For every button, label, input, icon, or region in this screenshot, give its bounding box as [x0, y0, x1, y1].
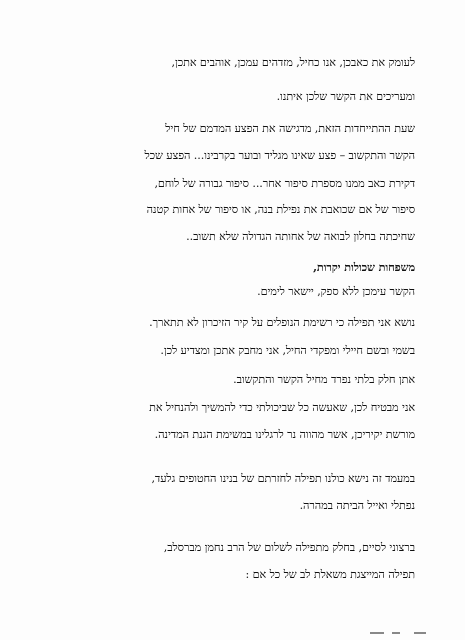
section-heading: משפחות שכולות יקרות, [313, 260, 415, 274]
text-line: בשמי ובשם חיילי ומפקדי החיל, אני מחבק אתכן ומצדיע לכן. [160, 344, 415, 357]
scan-artifact [414, 632, 426, 634]
text-line: אתן חלק בלתי נפרד מחיל הקשר והתקשוב. [233, 373, 415, 386]
text-line: תפילה המייצגת משאלת לב של כל אם : [245, 568, 415, 581]
text-line: במעמד זה נישא כולנו תפילה לחזרתם של בנינו החטופים גלעד, [151, 472, 415, 485]
text-line: שעת ההתייחדות הזאת, מדגישה את הפצע המדמם של חיל [165, 122, 415, 135]
text-line: מורשת יקיריכן, אשר מהווה נר לרגלינו במשימת הגנת המדינה. [154, 428, 415, 441]
text-line: הקשר עימכן ללא ספק, יישאר לימים. [257, 285, 415, 298]
text-line: שחיכתה בחלון לבואה של אחותה הגדולה שלא תשוב.. [186, 230, 415, 243]
text-line: נושא אני תפילה כי רשימת הנופלים על קיר הזיכרון לא תתארך. [149, 316, 415, 329]
text-line: לעומק את כאבכן, אנו כחיל, מזדהים עמכן, אוהבים אתכן, [171, 56, 415, 69]
text-line: ומעריכים את הקשר שלכן איתנו. [276, 90, 415, 103]
text-line: הקשר והתקשוב – פצע שאינו מגליד ובוער בקרבינו... הפצע שכל [144, 149, 415, 162]
scan-artifact [392, 632, 400, 634]
text-line: דקירת כאב ממנו מספרת סיפור אחר... סיפור גבורה של לוחם, [154, 177, 415, 190]
text-line: אני מבטיח לכן, שאעשה כל שביכולתי כדי להמשיך ולהנחיל את [149, 401, 415, 414]
scan-artifact [370, 632, 384, 634]
text-line: נפתלי ואייל הביתה במהרה. [299, 499, 415, 512]
text-line: סיפור של אם שכואבת את נפילת בנה, או סיפור של אחות קטנה [146, 203, 415, 216]
text-line: ברצוני לסיים, בחלק מתפילה לשלום של הרב נחמן מברסלב, [163, 541, 415, 554]
